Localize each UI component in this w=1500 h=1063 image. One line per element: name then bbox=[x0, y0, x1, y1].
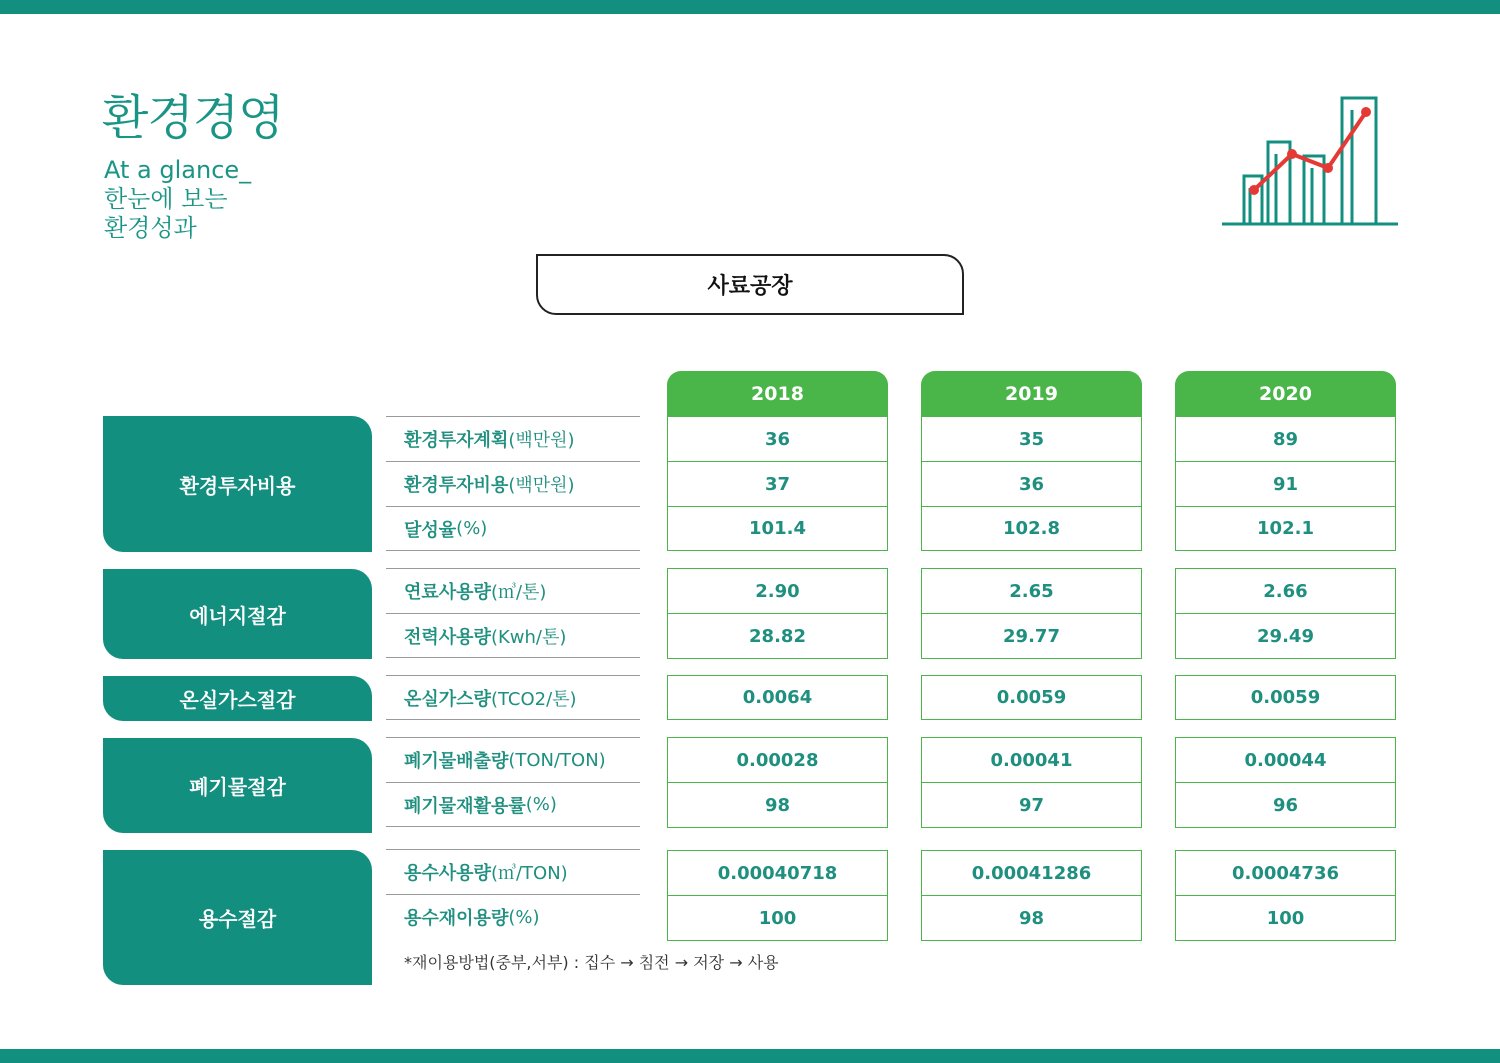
value-cell: 35 bbox=[921, 416, 1142, 462]
metric-unit: (%) bbox=[508, 906, 540, 928]
metric-unit: (TON/TON) bbox=[508, 749, 606, 771]
category-energy: 에너지절감 bbox=[103, 569, 372, 659]
value-cell: 2.65 bbox=[921, 568, 1142, 614]
metric-name: 온실가스량 bbox=[404, 688, 491, 710]
metric-name: 환경투자비용 bbox=[404, 475, 509, 496]
value-cell: 0.00044 bbox=[1175, 737, 1396, 783]
metric-row bbox=[386, 416, 640, 461]
metric-unit: (%) bbox=[456, 518, 488, 539]
value-cell: 36 bbox=[921, 461, 1142, 507]
category-waste: 폐기물절감 bbox=[103, 738, 372, 833]
metric-unit: (백만원) bbox=[508, 475, 575, 496]
top-accent-bar bbox=[0, 0, 1500, 14]
metric-row bbox=[386, 461, 640, 506]
metric-unit: (TCO2/톤) bbox=[490, 688, 577, 710]
value-cell: 2.90 bbox=[667, 568, 888, 614]
metric-row bbox=[386, 849, 640, 894]
value-cell: 100 bbox=[1175, 895, 1396, 941]
value-cell: 91 bbox=[1175, 461, 1396, 507]
metric-unit: (㎥/TON) bbox=[490, 863, 568, 884]
value-cell: 29.77 bbox=[921, 613, 1142, 659]
page-subtitle bbox=[104, 156, 251, 243]
value-cell: 96 bbox=[1175, 782, 1396, 828]
metric-unit: (%) bbox=[525, 794, 557, 815]
metric-name: 용수사용량 bbox=[404, 863, 491, 884]
category-investment: 환경투자비용 bbox=[103, 416, 372, 552]
metric-name: 연료사용량 bbox=[404, 582, 491, 603]
metric-row bbox=[386, 782, 640, 827]
year-header-2018: 2018 bbox=[667, 371, 888, 417]
metric-row bbox=[386, 894, 640, 939]
value-cell: 100 bbox=[667, 895, 888, 941]
subtitle-line: 환경성과 bbox=[104, 214, 197, 242]
metric-name: 용수재이용량 bbox=[404, 908, 509, 929]
metric-name: 달성율 bbox=[404, 519, 457, 541]
subtitle-line: 한눈에 보는 bbox=[104, 185, 228, 213]
metric-row bbox=[386, 568, 640, 613]
metric-name: 폐기물재활용률 bbox=[404, 795, 526, 817]
metric-row bbox=[386, 737, 640, 782]
metric-row bbox=[386, 613, 640, 658]
page-title: 환경경영 bbox=[102, 90, 284, 146]
metric-unit: (백만원) bbox=[508, 430, 575, 451]
value-cell: 2.66 bbox=[1175, 568, 1396, 614]
category-ghg: 온실가스절감 bbox=[103, 676, 372, 721]
value-cell: 0.00041 bbox=[921, 737, 1142, 783]
value-cell: 97 bbox=[921, 782, 1142, 828]
value-cell: 37 bbox=[667, 461, 888, 507]
value-cell: 29.49 bbox=[1175, 613, 1396, 659]
value-cell: 36 bbox=[667, 416, 888, 462]
metric-row bbox=[386, 675, 640, 720]
metric-name: 폐기물배출량 bbox=[404, 751, 509, 772]
metric-unit: (Kwh/톤) bbox=[490, 626, 567, 648]
value-cell: 0.0059 bbox=[1175, 675, 1396, 720]
value-cell: 102.1 bbox=[1175, 506, 1396, 551]
year-header-2020: 2020 bbox=[1175, 371, 1396, 417]
year-header-2019: 2019 bbox=[921, 371, 1142, 417]
factory-label: 사료공장 bbox=[536, 254, 964, 315]
bottom-accent-bar bbox=[0, 1049, 1500, 1063]
value-cell: 28.82 bbox=[667, 613, 888, 659]
value-cell: 101.4 bbox=[667, 506, 888, 551]
value-cell: 98 bbox=[921, 895, 1142, 941]
value-cell: 89 bbox=[1175, 416, 1396, 462]
value-cell: 0.00041286 bbox=[921, 850, 1142, 896]
value-cell: 98 bbox=[667, 782, 888, 828]
metric-row bbox=[386, 506, 640, 551]
value-cell: 0.00040718 bbox=[667, 850, 888, 896]
value-cell: 0.0004736 bbox=[1175, 850, 1396, 896]
value-cell: 102.8 bbox=[921, 506, 1142, 551]
value-cell: 0.0059 bbox=[921, 675, 1142, 720]
growth-chart-icon bbox=[1220, 92, 1400, 232]
value-cell: 0.0064 bbox=[667, 675, 888, 720]
footnote: *재이용방법(중부,서부) : 집수 → 침전 → 저장 → 사용 bbox=[404, 953, 779, 972]
metric-name: 전력사용량 bbox=[404, 626, 491, 648]
metric-name: 환경투자계획 bbox=[404, 430, 509, 451]
metric-unit: (㎥/톤) bbox=[490, 582, 547, 603]
category-water: 용수절감 bbox=[103, 850, 372, 985]
value-cell: 0.00028 bbox=[667, 737, 888, 783]
subtitle-line: At a glance_ bbox=[104, 156, 252, 184]
